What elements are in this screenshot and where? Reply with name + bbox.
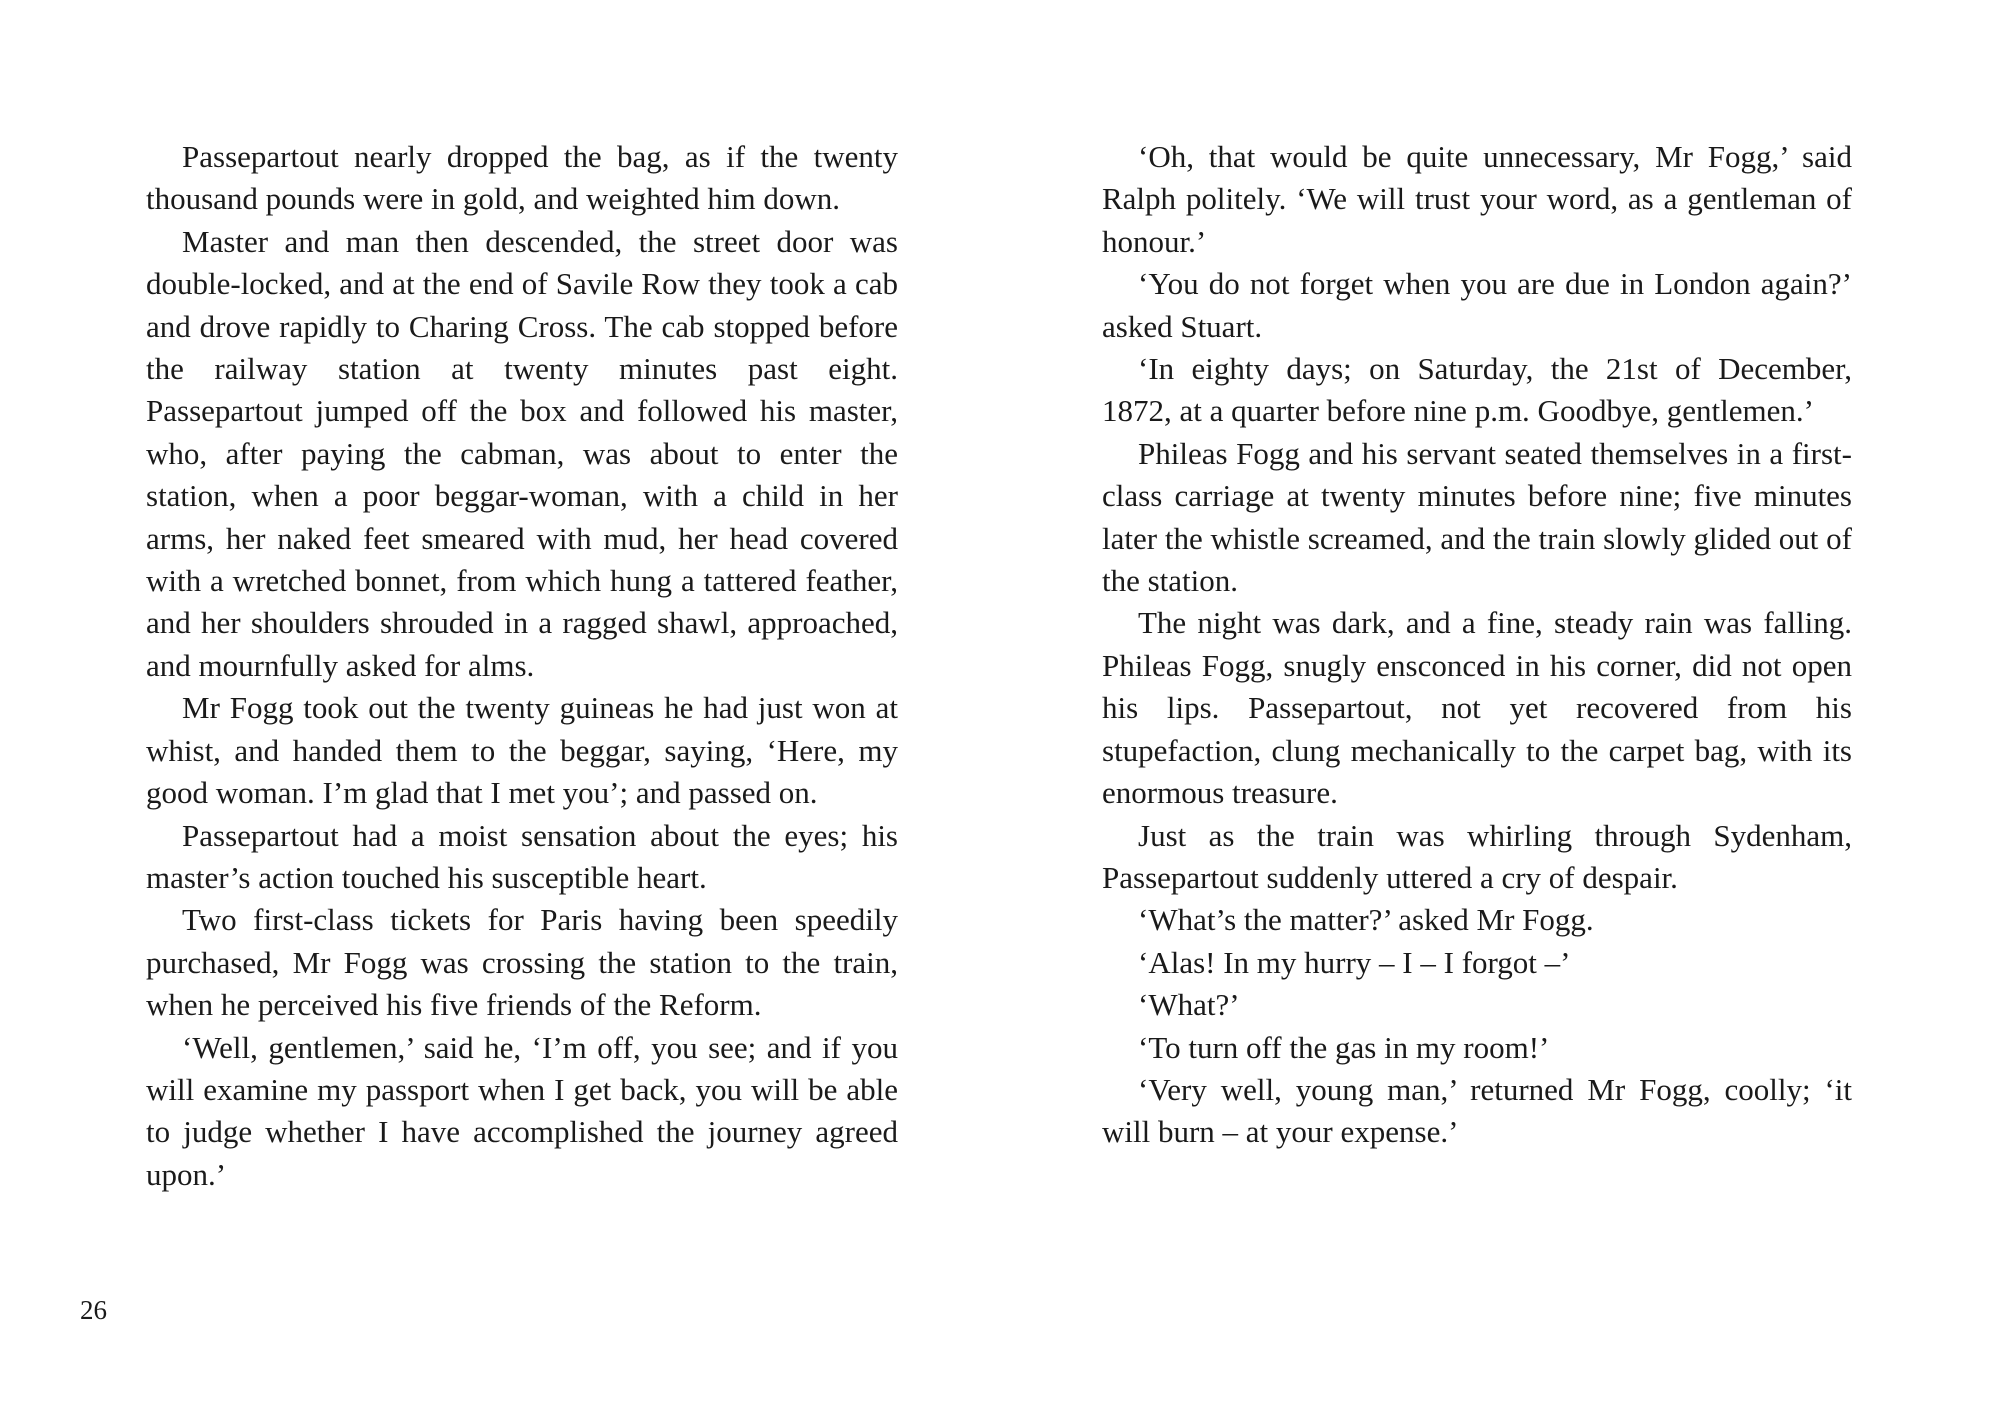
paragraph: The night was dark, and a fine, steady rain was falling. Phileas Fogg, snugly ensconced in his corner, did not open his lips. Passepartout, not yet recovered from his stupefaction, clung mechanically to the carpet bag, with its enormous treasure. bbox=[1102, 605, 1852, 811]
paragraph: ‘Alas! In my hurry – I – I forgot –’ bbox=[1138, 944, 1571, 980]
paragraph: Passepartout nearly dropped the bag, as if the twenty thousand pounds were in gold, and weighted him down. bbox=[146, 139, 898, 217]
paragraph: ‘What?’ bbox=[1138, 987, 1240, 1023]
paragraph: ‘Oh, that would be quite unnecessary, Mr Fogg,’ said Ralph politely. ‘We will trust your word, as a gentleman of honour.’ bbox=[1102, 139, 1852, 259]
paragraph: Passepartout had a moist sensation about the eyes; his master’s action touched his susceptible heart. bbox=[146, 817, 898, 895]
paragraph: Two first-class tickets for Paris having been speedily purchased, Mr Fogg was crossing the station to the train, when he perceived his five friends of the Reform. bbox=[146, 902, 898, 1023]
page-number: 26 bbox=[80, 1295, 107, 1325]
paragraph: ‘Very well, young man,’ returned Mr Fogg, coolly; ‘it will burn – at your expense.’ bbox=[1102, 1071, 1852, 1150]
left-page-text bbox=[146, 136, 898, 1196]
paragraph: ‘To turn off the gas in my room!’ bbox=[1138, 1029, 1550, 1065]
paragraph: Phileas Fogg and his servant seated themselves in a first-class carriage at twenty minutes before nine; five minutes later the whistle screamed, and the train slowly glided out of the station. bbox=[1102, 435, 1852, 599]
paragraph: Just as the train was whirling through Sydenham, Passepartout suddenly uttered a cry of despair. bbox=[1102, 817, 1852, 895]
paragraph: Mr Fogg took out the twenty guineas he had just won at whist, and handed them to the beggar, saying, ‘Here, my good woman. I’m glad that I met you’; and passed on. bbox=[146, 690, 898, 811]
paragraph: Master and man then descended, the street door was double-locked, and at the end of Savile Row they took a cab and drove rapidly to Charing Cross. The cab stopped before the railway station at twenty minutes past eight. Passepartout jumped off the box and followed his master, who, after paying the cabman, was about to enter the station, when a poor beggar-woman, with a child in her arms, her naked feet smeared with mud, her head covered with a wretched bonnet, from which hung a tattered feather, and her shoulders shrouded in a ragged shawl, approached, and mournfully asked for alms. bbox=[146, 223, 898, 683]
paragraph: ‘You do not forget when you are due in London again?’ asked Stuart. bbox=[1102, 266, 1852, 344]
paragraph: ‘In eighty days; on Saturday, the 21st of December, 1872, at a quarter before nine p.m. Goodbye, gentlemen.’ bbox=[1102, 351, 1852, 429]
paragraph: ‘What’s the matter?’ asked Mr Fogg. bbox=[1138, 902, 1594, 938]
paragraph: ‘Well, gentlemen,’ said he, ‘I’m off, you see; and if you will examine my passport when I get back, you will be able to judge whether I have accomplished the journey agreed upon.’ bbox=[146, 1029, 898, 1192]
right-page-text bbox=[1102, 136, 1852, 1154]
